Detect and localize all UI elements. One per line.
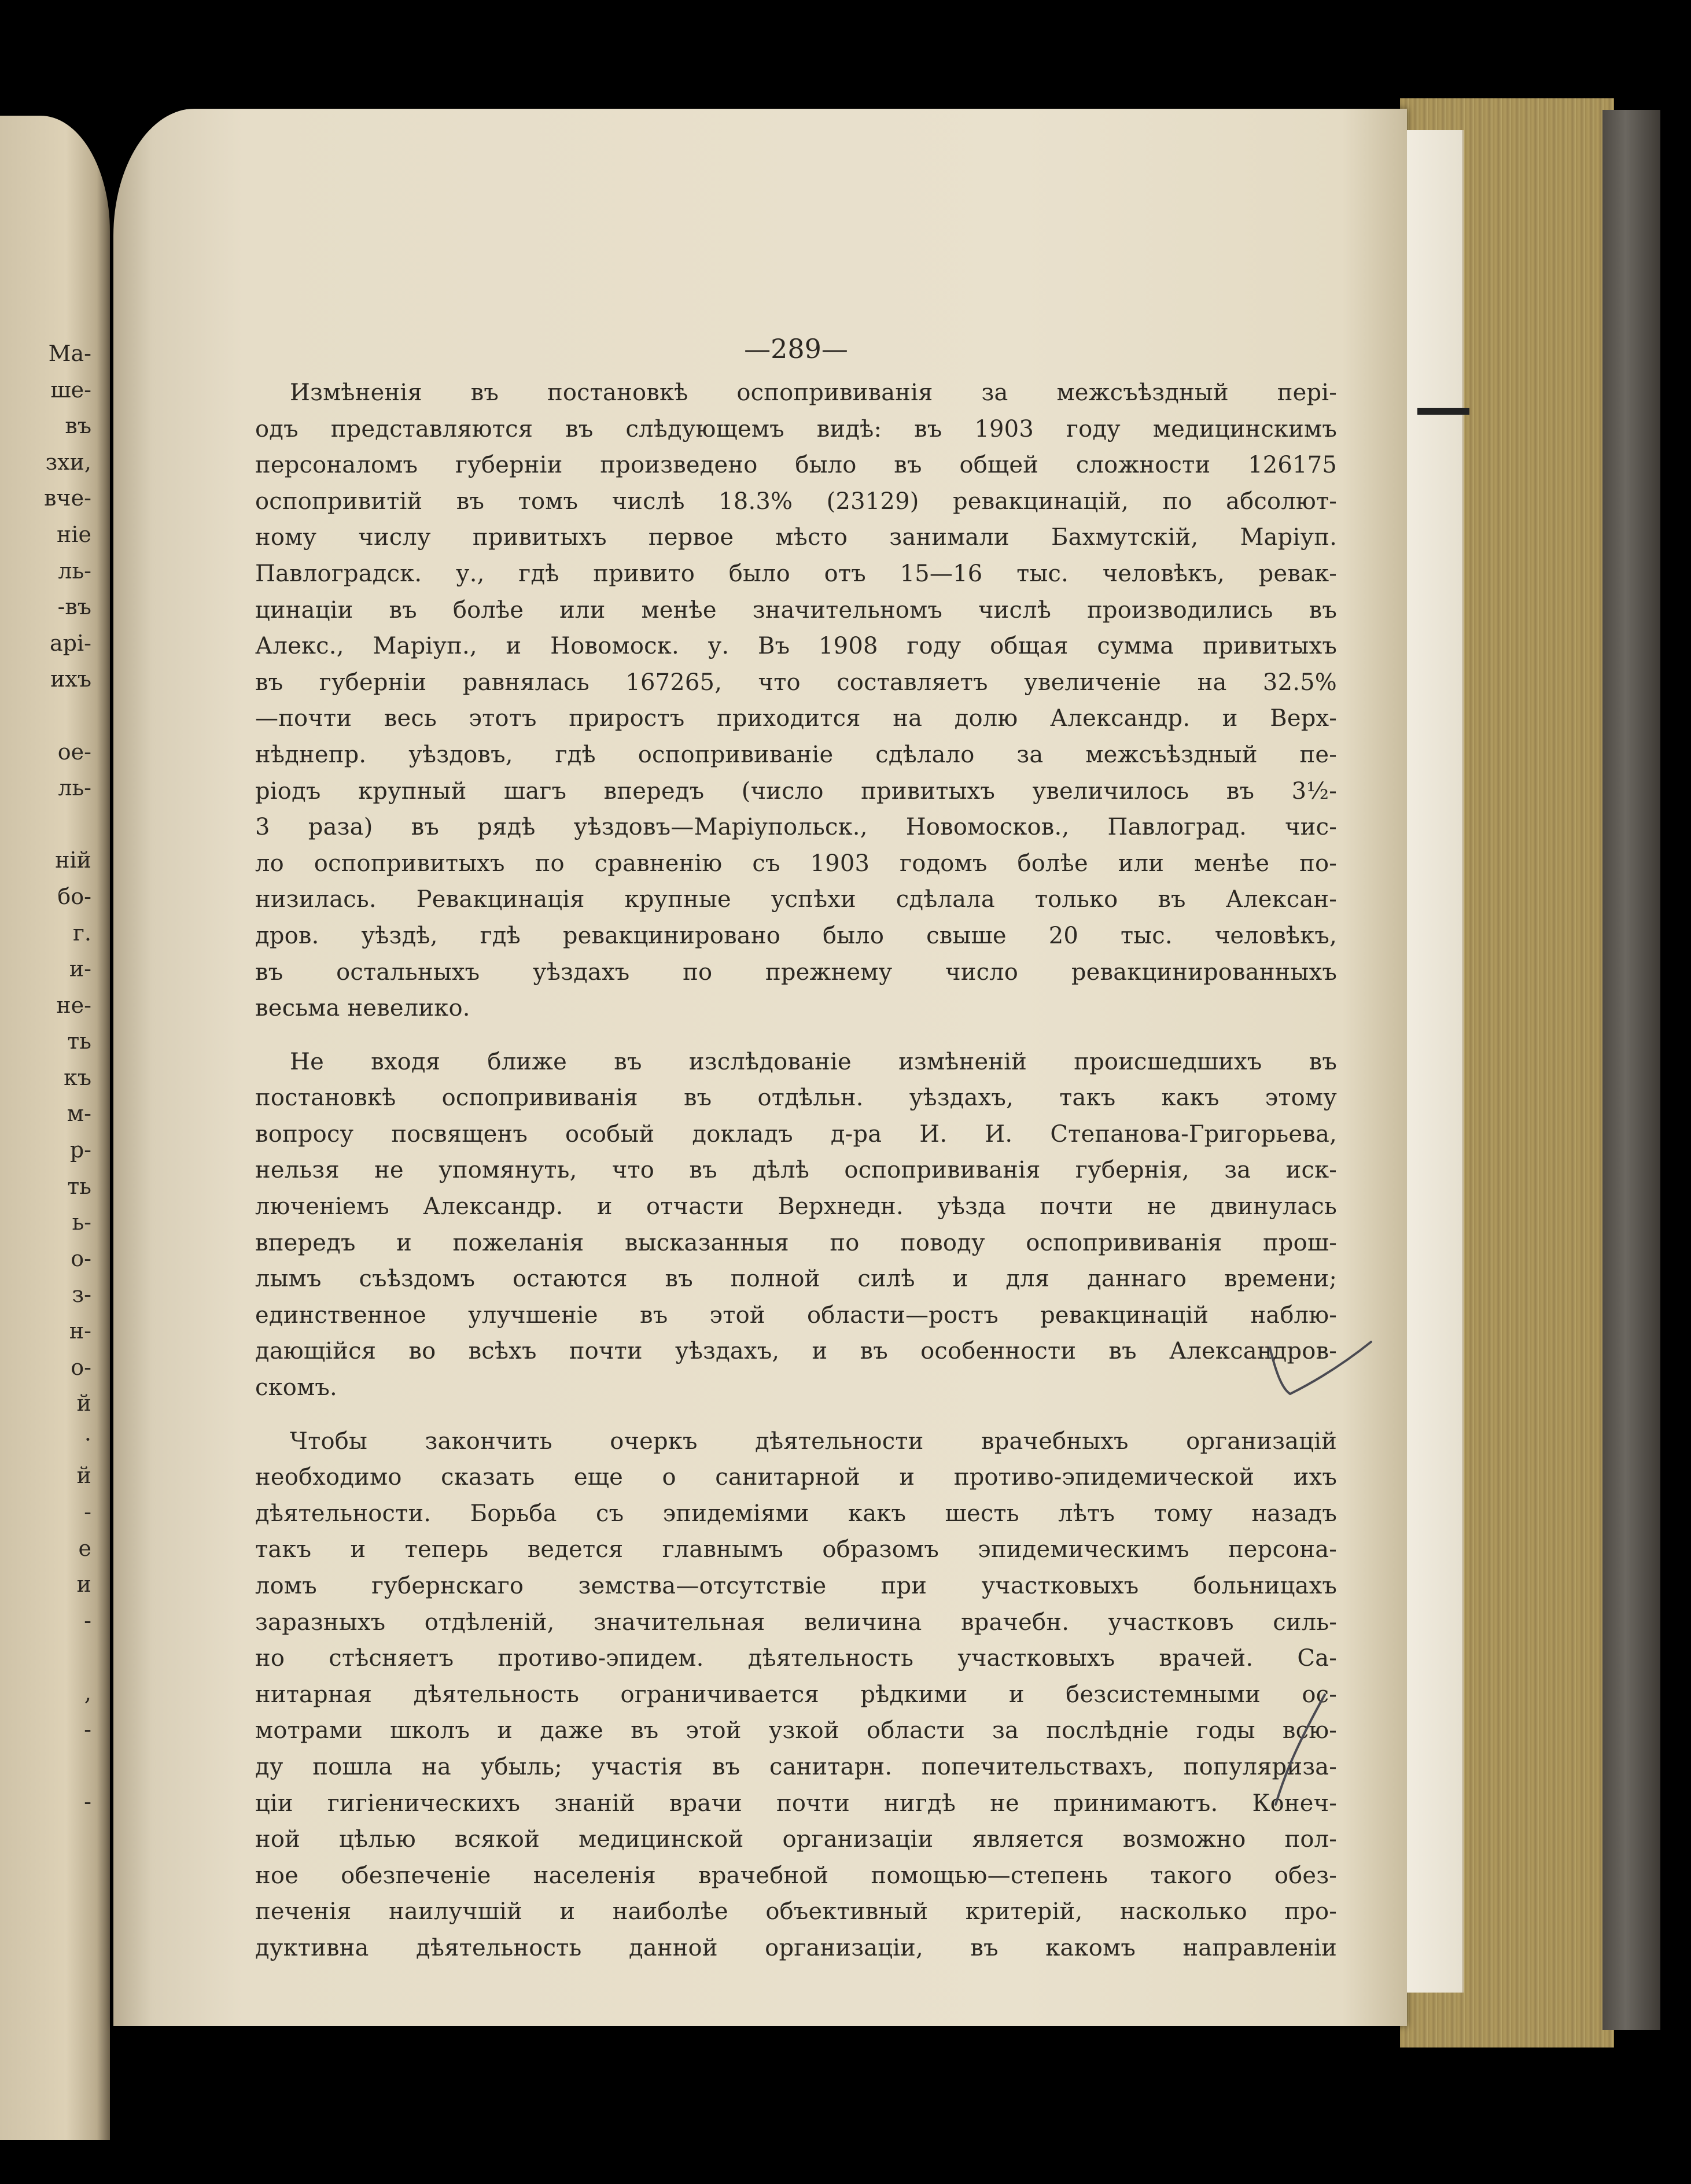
facing-page-fragment: Ма- <box>48 341 91 366</box>
text-line: дуктивна дѣятельность данной организаціи, въ какомъ направленіи <box>255 1934 1337 1961</box>
text-line: цинаціи въ болѣе или менѣе значительномъ числѣ производились въ <box>255 596 1337 624</box>
facing-page-fragment: н- <box>69 1318 91 1344</box>
text-line: дающійся во всѣхъ почти уѣздахъ, и въ особенности въ Александров- <box>255 1338 1337 1365</box>
text-line: персоналомъ губерніи произведено было въ общей сложности 126175 <box>255 452 1337 479</box>
text-line: 3 раза) въ рядѣ уѣздовъ—Маріупольск., Новомосков., Павлоград. чис- <box>255 814 1337 841</box>
text-line: дѣятельности. Борьба съ эпидеміями какъ шесть лѣтъ тому назадъ <box>255 1500 1337 1527</box>
facing-page-fragment: ній <box>55 847 91 873</box>
facing-page-fragment: ль- <box>58 775 91 801</box>
facing-page-fragment: - <box>84 1499 91 1525</box>
text-line: ной цѣлью всякой медицинской организаціи является возможно пол- <box>255 1826 1337 1853</box>
facing-page-fragment <box>5 1747 91 1784</box>
facing-page-fragment: ніе <box>57 521 91 547</box>
text-line: ріодъ крупный шагъ впередъ (число привитыхъ увеличилось въ 3½- <box>255 777 1337 805</box>
paragraphs-container <box>255 375 1337 1967</box>
paragraph-gap <box>255 1406 1337 1423</box>
facing-page-fragment: ль- <box>58 558 91 584</box>
page-number: —289— <box>744 333 848 364</box>
text-line: дров. уѣздѣ, гдѣ ревакцинировано было свыше 20 тыс. человѣкъ, <box>255 922 1337 949</box>
facing-page-fragment: ть <box>67 1173 91 1199</box>
facing-page-fragment: въ <box>65 413 91 439</box>
text-line: вопросу посвященъ особый докладъ д-ра И. И. Степанова-Григорьева, <box>255 1120 1337 1148</box>
facing-page-fragment: о- <box>71 1245 91 1271</box>
facing-page-fragment: зхи, <box>45 449 91 475</box>
facing-page-fragment: не- <box>56 992 91 1018</box>
facing-page-left <box>0 116 110 2140</box>
text-line: въ губерніи равнялась 167265, что составляетъ увеличеніе на 32.5% <box>255 669 1337 696</box>
facing-page-fragment: й <box>76 1463 91 1489</box>
text-line: необходимо сказать еще о санитарной и противо-эпидемической ихъ <box>255 1464 1337 1491</box>
text-line: Чтобы закончить очеркъ дѣятельности врачебныхъ организацій <box>290 1427 1337 1455</box>
text-line: въ остальныхъ уѣздахъ по прежнему число ревакцинированныхъ <box>255 958 1337 986</box>
text-line: ду пошла на убыль; участія въ санитарн. попечительствахъ, популяриза- <box>255 1753 1337 1780</box>
facing-page-fragment: е <box>78 1535 91 1561</box>
page-text <box>255 323 1337 1967</box>
facing-page-fragment <box>5 806 91 843</box>
paragraph-gap <box>255 1027 1337 1044</box>
text-line: —почти весь этотъ приростъ приходится на долю Александр. и Верх- <box>255 705 1337 732</box>
book-cover-edge <box>1602 110 1660 2030</box>
facing-page-fragment: - <box>84 1716 91 1742</box>
facing-page-fragment <box>5 698 91 734</box>
text-line: печенія наилучшій и наиболѣе объективный критерій, насколько про- <box>255 1898 1337 1925</box>
text-line: нѣднепр. уѣздовъ, гдѣ оспопрививаніе сдѣлало за межсъѣздный пе- <box>255 741 1337 768</box>
facing-page-fragment: - <box>84 1607 91 1633</box>
facing-page-fragment: р- <box>69 1137 91 1163</box>
text-line: люченіемъ Александр. и отчасти Верхнедн. уѣзда почти не двинулась <box>255 1193 1337 1220</box>
facing-page-fragment: з- <box>72 1282 91 1308</box>
facing-page-fragment: ь- <box>72 1209 91 1235</box>
text-line: ло оспопривитыхъ по сравненію съ 1903 годомъ болѣе или менѣе по- <box>255 850 1337 877</box>
pencil-slash-mark-icon <box>1261 1660 1377 1810</box>
text-line: такъ и теперь ведется главнымъ образомъ эпидемическимъ персона- <box>255 1536 1337 1563</box>
text-line: нельзя не упомянуть, что въ дѣлѣ оспопрививанія губернія, за иск- <box>255 1157 1337 1184</box>
text-line: оспопривитій въ томъ числѣ 18.3% (23129) ревакцинацій, по абсолют- <box>255 488 1337 515</box>
text-line: Алекс., Маріуп., и Новомоск. у. Въ 1908 году общая сумма привитыхъ <box>255 633 1337 660</box>
text-line: мотрами школъ и даже въ этой узкой области за послѣдніе годы всю- <box>255 1717 1337 1744</box>
text-line: низилась. Ревакцинація крупные успѣхи сдѣлала только въ Алексан- <box>255 886 1337 913</box>
text-line: но стѣсняетъ противо-эпидем. дѣятельность участковыхъ врачей. Са- <box>255 1645 1337 1672</box>
facing-page-fragment: ше- <box>50 377 91 403</box>
text-line: заразныхъ отдѣленій, значительная величина врачебн. участковъ силь- <box>255 1609 1337 1636</box>
facing-page-fragment: о- <box>71 1354 91 1380</box>
facing-page-text-fragments <box>5 335 91 1820</box>
page-289 <box>113 109 1407 2026</box>
facing-page-fragment: -въ <box>57 594 91 620</box>
text-line: единственное улучшеніе въ этой области—ростъ ревакцинацій наблю- <box>255 1301 1337 1329</box>
facing-page-fragment: вче- <box>44 485 91 511</box>
facing-page-fragment: къ <box>64 1064 91 1090</box>
text-line: Измѣненія въ постановкѣ оспопрививанія за межсъѣздный пері- <box>290 379 1337 406</box>
text-line: ное обезпеченіе населенія врачебной помощью—степень такого обез- <box>255 1862 1337 1889</box>
text-line: впередъ и пожеланія высказанныя по поводу оспопрививанія прош- <box>255 1229 1337 1256</box>
text-line: ціи гигіеническихъ знаній врачи почти нигдѣ не принимаютъ. Конеч- <box>255 1790 1337 1817</box>
facing-page-fragment: г. <box>73 920 91 946</box>
facing-page-fragment: бо- <box>57 883 91 909</box>
text-line: лымъ съѣздомъ остаются въ полной силѣ и для даннаго времени; <box>255 1266 1337 1293</box>
text-line: скомъ. <box>255 1374 337 1401</box>
pencil-check-mark-icon <box>1261 1336 1377 1452</box>
text-line: постановкѣ оспопрививанія въ отдѣльн. уѣздахъ, такъ какъ этому <box>255 1084 1337 1112</box>
text-line: Павлоградск. у., гдѣ привито было отъ 15—16 тыс. человѣкъ, ревак- <box>255 560 1337 587</box>
facing-page-fragment: ое- <box>57 739 91 765</box>
paragraph <box>255 1423 1337 1967</box>
flyleaf-dark-mark <box>1417 408 1469 415</box>
paragraph <box>255 375 1337 1027</box>
facing-page-fragment <box>5 1639 91 1675</box>
text-line: одъ представляются въ слѣдующемъ видѣ: въ 1903 году медицинскимъ <box>255 415 1337 442</box>
facing-page-fragment: й <box>76 1390 91 1416</box>
facing-page-fragment: и- <box>69 956 91 982</box>
facing-page-fragment: , <box>84 1680 91 1706</box>
facing-page-fragment: · <box>84 1426 91 1452</box>
facing-page-fragment: ихъ <box>50 666 91 692</box>
text-line: ломъ губернскаго земства—отсутствіе при участковыхъ больницахъ <box>255 1573 1337 1599</box>
text-line: Не входя ближе въ изслѣдованіе измѣненій происшедшихъ въ <box>290 1048 1337 1075</box>
text-line: нитарная дѣятельность ограничивается рѣдкими и безсистемными ос- <box>255 1681 1337 1708</box>
facing-page-fragment: и <box>76 1571 91 1598</box>
text-line: ному числу привитыхъ первое мѣсто занимали Бахмутскій, Маріуп. <box>255 524 1337 551</box>
facing-page-fragment: м- <box>67 1101 91 1127</box>
facing-page-fragment: - <box>84 1788 91 1814</box>
facing-page-fragment: ть <box>67 1028 91 1054</box>
paragraph <box>255 1044 1337 1406</box>
text-line: весьма невелико. <box>255 995 470 1022</box>
facing-page-fragment: арі- <box>50 630 91 656</box>
